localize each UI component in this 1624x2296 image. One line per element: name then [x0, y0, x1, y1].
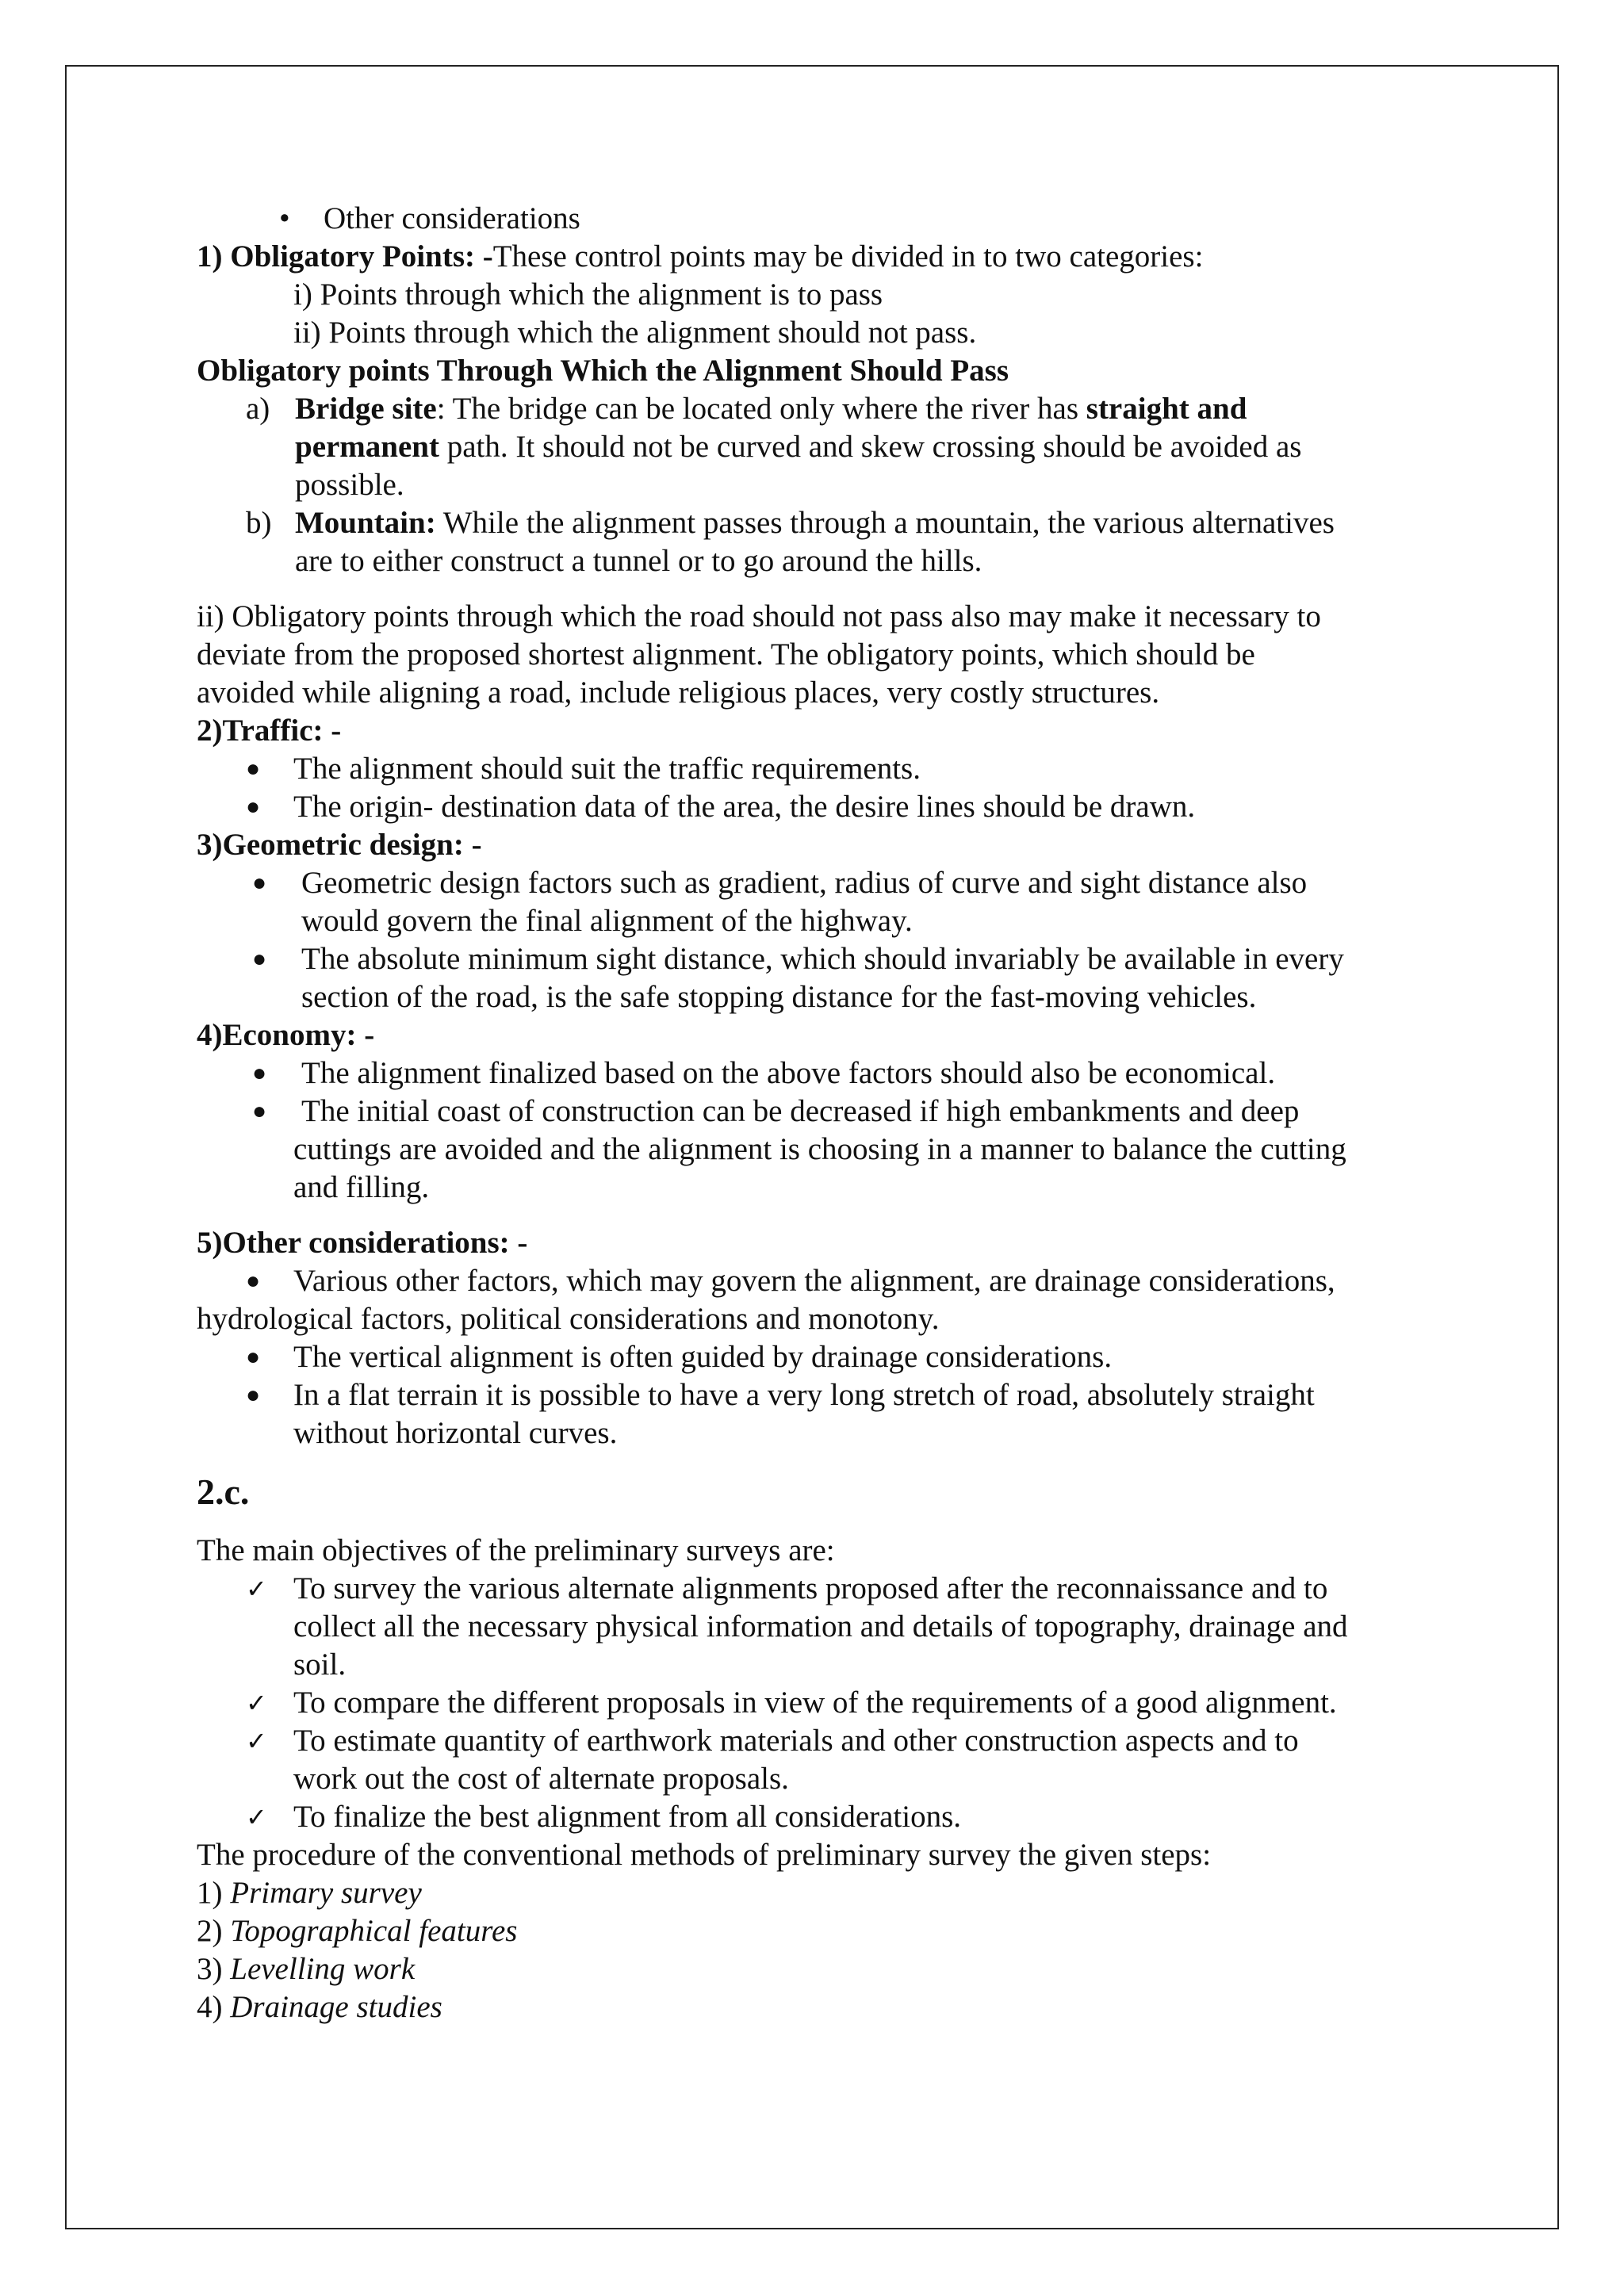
section-5-heading: 5)Other considerations: - [197, 1226, 528, 1260]
step-item: 1) Primary survey [197, 1876, 422, 1910]
para-ii-line: avoided while aligning a road, include religious places, very costly structures. [197, 675, 1160, 710]
bullet-icon: ● [246, 1344, 261, 1370]
category-ii: ii) Points through which the alignment should not pass. [293, 316, 977, 350]
bullet-icon: ● [246, 756, 261, 782]
checklist-item: ✓ To finalize the best alignment from all considerations. [197, 1798, 1465, 1836]
list-item: ● Geometric design factors such as gradient, radius of curve and sight distance also would govern the final alignment of the highway. [252, 866, 1308, 938]
bullet-icon: ● [252, 870, 267, 896]
section-4-heading: 4)Economy: - [197, 1018, 375, 1052]
list-item: ● The alignment finalized based on the above factors should also be economical. [197, 1054, 1465, 1093]
step-item: 3) Levelling work [197, 1952, 416, 1986]
section-1-heading: 1) Obligatory Points: -These control points may be divided in to two categories: [197, 239, 1204, 274]
bullet-icon: ● [246, 1268, 261, 1294]
list-item: ● In a flat terrain it is possible to have a very long stretch of road, absolutely straight without horizontal curves. [246, 1378, 1315, 1450]
step-item: 4) Drainage studies [197, 1990, 442, 2024]
bullet-icon: ● [246, 1382, 261, 1408]
list-item: ● The alignment should suit the traffic requirements. [197, 750, 1465, 788]
para-ii-line: ii) Obligatory points through which the road should not pass also may make it necessary to [197, 599, 1321, 633]
checkmark-icon: ✓ [246, 1574, 267, 1604]
list-item: ● The initial coast of construction can be decreased if high embankments and deep cuttings are avoided and the alignment is choosing in a manner to balance the cutting and filling. [252, 1094, 1346, 1204]
list-item: ● The vertical alignment is often guided by drainage considerations. [197, 1338, 1465, 1376]
list-item-b: b) Mountain: While the alignment passes through a mountain, the various alternatives are to either construct a tunnel or to go around the hills. [246, 506, 1335, 578]
document-body [197, 200, 1465, 2026]
checkmark-icon: ✓ [246, 1688, 267, 1718]
list-item: ● The absolute minimum sight distance, which should invariably be available in every section of the road, is the safe stopping distance for the fast-moving vehicles. [252, 942, 1344, 1014]
checklist-item: ✓ To compare the different proposals in view of the requirements of a good alignment. [197, 1684, 1465, 1722]
checklist-item: ✓ To estimate quantity of earthwork materials and other construction aspects and to work out the cost of alternate proposals. [246, 1724, 1299, 1796]
bullet-icon: • [279, 201, 290, 235]
checkmark-icon: ✓ [246, 1726, 267, 1756]
category-i: i) Points through which the alignment is to pass [293, 277, 883, 312]
step-item: 2) Topographical features [197, 1914, 518, 1948]
checklist-item: ✓ To survey the various alternate alignments proposed after the reconnaissance and to collect all the necessary physical information and details of topography, drainage and soil. [246, 1571, 1348, 1682]
bullet-icon: ● [252, 946, 267, 972]
list-item: ● Various other factors, which may govern the alignment, are drainage considerations, [197, 1262, 1465, 1300]
bullet-icon: ● [252, 1060, 267, 1086]
list-item-a: a) Bridge site: The bridge can be located only where the river has straight and permanent path. It should not be curved and skew crossing should be avoided as possible. [246, 392, 1302, 502]
section-2c-heading: 2.c. [197, 1471, 250, 1512]
list-item: ● The origin- destination data of the area, the desire lines should be drawn. [197, 788, 1465, 826]
bullet-icon: ● [246, 794, 261, 820]
procedure-intro: The procedure of the conventional methods of preliminary survey the given steps: [197, 1838, 1212, 1872]
bullet-icon: ● [252, 1098, 267, 1124]
subheading-pass: Obligatory points Through Which the Alignment Should Pass [197, 354, 1009, 388]
section-2-heading: 2)Traffic: - [197, 714, 342, 748]
list-item-continuation: hydrological factors, political considerations and monotony. [197, 1302, 940, 1336]
objectives-intro: The main objectives of the preliminary surveys are: [197, 1533, 835, 1567]
para-ii-line: deviate from the proposed shortest alignment. The obligatory points, which should be [197, 637, 1255, 672]
section-3-heading: 3)Geometric design: - [197, 828, 482, 862]
intro-bullet: • Other considerations [197, 200, 1465, 238]
checkmark-icon: ✓ [246, 1802, 267, 1832]
